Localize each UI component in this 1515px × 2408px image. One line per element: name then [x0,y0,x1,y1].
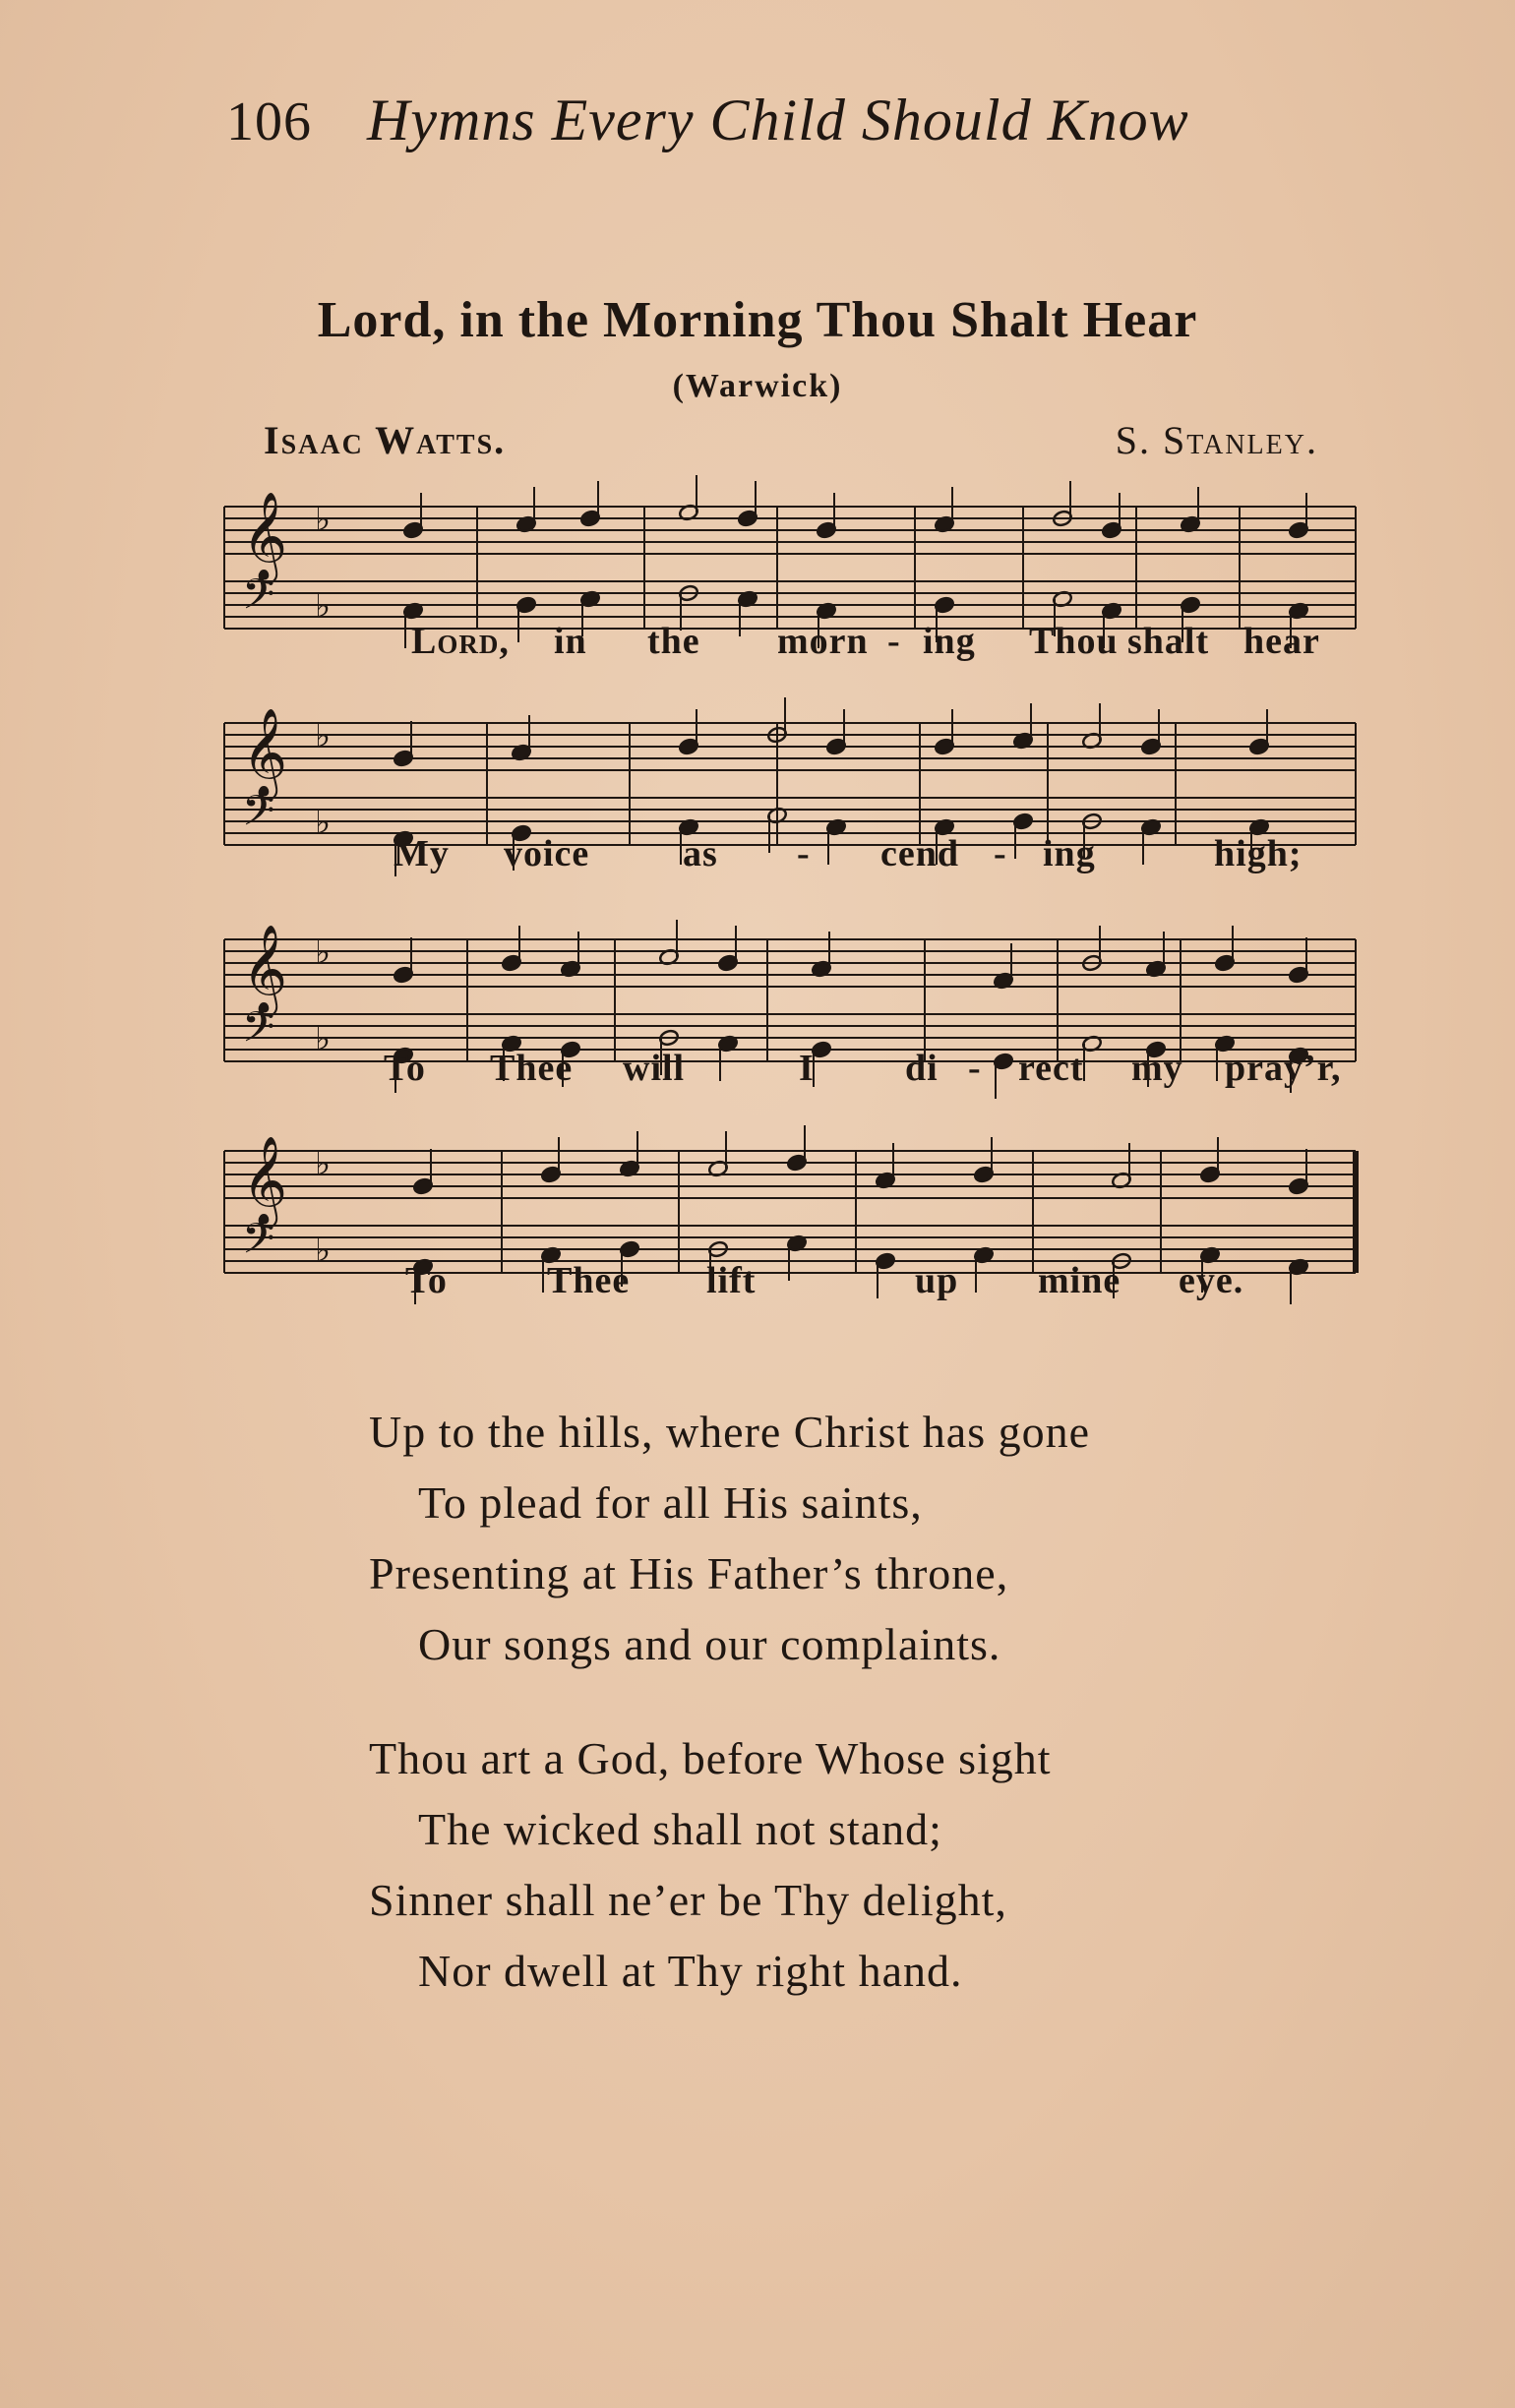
flat-icon: ♭ [315,500,332,539]
lyric-syllable: will [623,1048,686,1089]
lyric-syllable: eye. [1179,1260,1244,1301]
lyric-syllable: Thee [490,1048,574,1089]
lyric-syllable: the [647,621,700,662]
lyric-line-1 [0,620,1515,669]
lyric-syllable: di [905,1048,939,1089]
lyric-syllable: my [1131,1048,1183,1089]
flat-icon: ♭ [315,803,332,842]
verse-line: Our songs and our complaints. [418,1619,1001,1669]
flat-icon: ♭ [315,933,332,972]
lyric-syllable: ing [1043,833,1096,874]
lyric-syllable: in [554,621,587,662]
tune-name: (Warwick) [672,368,843,404]
lyric-syllable: To [405,1260,448,1301]
flat-icon: ♭ [315,586,332,626]
bass-clef-icon: 𝄢 [242,571,275,630]
treble-clef-icon: 𝄞 [242,492,288,580]
verse-line: Presenting at His Father’s throne, [369,1548,1009,1598]
lyric-syllable: - [968,1048,982,1089]
lyric-syllable: - [797,833,811,874]
lyric-syllable: as [683,833,718,874]
lyric-line-4 [0,1259,1515,1308]
treble-clef-icon: 𝄞 [242,708,288,797]
hymn-composer: S. Stanley. [1115,418,1318,462]
lyric-syllable: shalt [1127,621,1210,662]
verse-line: Up to the hills, where Christ has gone [369,1407,1091,1457]
flat-icon: ♭ [315,1144,332,1183]
lyric-syllable: high; [1214,833,1303,874]
treble-clef-icon: 𝄞 [242,1136,288,1225]
treble-clef-icon: 𝄞 [242,925,288,1013]
flat-icon: ♭ [315,716,332,755]
music-systems [224,475,1356,1304]
flat-icon: ♭ [315,1231,332,1270]
lyric-syllable: - [887,621,901,662]
stanza-2 [369,1397,1353,1680]
lyric-syllable: ing [923,621,976,662]
lyric-syllable: mine [1038,1260,1121,1301]
lyric-syllable: hear [1243,621,1320,662]
book-title: Hymns Every Child Should Know [367,88,1189,152]
lyric-syllable: voice [504,833,590,874]
lyric-syllable: up [915,1260,959,1301]
verse-line: The wicked shall not stand; [418,1804,942,1854]
verse-line: Thou art a God, before Whose sight [369,1733,1052,1783]
lyric-syllable: pray’r, [1225,1048,1342,1089]
hymn-author: Isaac Watts. [264,418,507,462]
lyric-syllable: My [394,833,450,874]
flat-icon: ♭ [315,1019,332,1058]
lyric-syllable: - [994,833,1007,874]
lyric-line-2 [0,832,1515,881]
lyric-syllable: I [799,1048,815,1089]
lyric-syllable: Thou [1029,621,1119,662]
bass-clef-icon: 𝄢 [242,1003,275,1062]
lyric-syllable: Lord, [411,621,510,662]
stanza-3 [369,1723,1353,2007]
lyric-line-3 [0,1047,1515,1096]
verse-line: Sinner shall ne’er be Thy delight, [369,1875,1007,1925]
verse-line: To plead for all His saints, [418,1477,923,1528]
lyric-syllable: lift [706,1260,757,1301]
page-number: 106 [226,91,312,152]
bass-clef-icon: 𝄢 [242,1215,275,1274]
lyric-syllable: cend [880,833,959,874]
bass-clef-icon: 𝄢 [242,787,275,846]
lyric-syllable: Thee [547,1260,631,1301]
hymn-title: Lord, in the Morning Thou Shalt Hear [317,292,1198,348]
lyric-syllable: rect [1018,1048,1084,1089]
lyric-syllable: morn [777,621,869,662]
verse-line: Nor dwell at Thy right hand. [418,1946,963,1996]
lyric-syllable: To [384,1048,426,1089]
